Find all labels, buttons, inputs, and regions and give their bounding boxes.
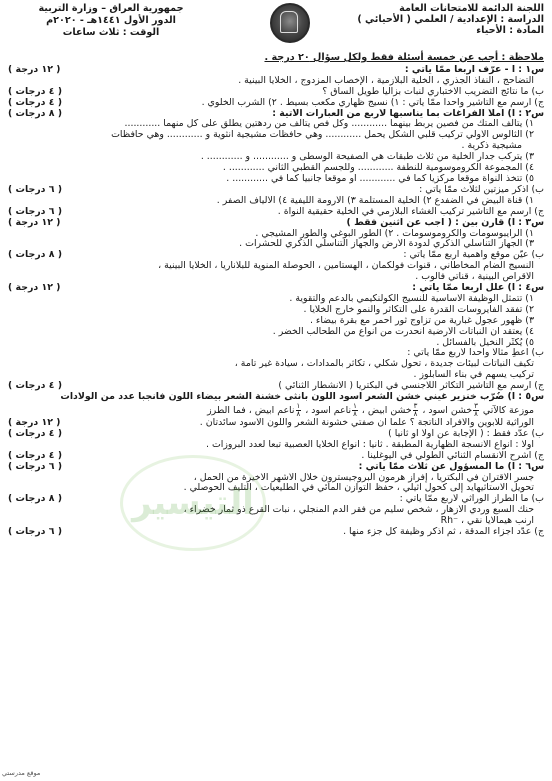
- marks-badge: ( ١٢ درجة ): [8, 418, 61, 428]
- marks-badge: ( ٤ درجات ): [8, 381, 63, 392]
- marks-badge: ( ٨ درجات ): [8, 108, 63, 119]
- question-text: ج) ارسم مع التأشير تركيب الغشاء البلازمي في الخلية حقيقية النواة .: [277, 206, 544, 217]
- question-line: [8, 440, 544, 451]
- question-line: [8, 462, 544, 473]
- question-line: [8, 87, 544, 98]
- question-text: ٢) تفقد الفايروسات القدرة على التكاثر والنمو خارج الخلايا .: [303, 304, 534, 315]
- question-text: مشيجية ذكرية .: [461, 141, 522, 152]
- question-line: [8, 429, 544, 440]
- question-line: [8, 338, 544, 349]
- marks-badge: ( ٨ درجات ): [8, 494, 63, 505]
- question-line: [8, 98, 544, 109]
- question-text: ١) يتألف المتك من فصين يربط بينهما ............ وكل فص يتألف من ردهتين يطلق على كل منهما ............: [124, 119, 534, 130]
- question-line: [8, 152, 544, 163]
- question-line: [8, 505, 544, 516]
- question-line: [8, 392, 544, 403]
- fraction-denominator: ٨: [413, 410, 418, 418]
- question-text: تكيف النباتات لبيئات جديدة ، تحول شكلي ، تكاثر بالمدادات ، سيادة غير تامة ،: [234, 359, 534, 370]
- question-line: [8, 141, 544, 152]
- question-line: [8, 218, 544, 229]
- question-text: تحويل الاستاثيهايد إلى كحول أثيلي ، حفظ التوازن المائي في الطليعيات ، التليف الحوصلي .: [183, 483, 534, 494]
- question-line: [8, 272, 544, 283]
- question-line: [8, 473, 544, 484]
- cross-ratio-1: خشن اسود: [428, 405, 473, 416]
- question-text: التضاحج ، النفاذ الجذري ، الخلية البلازمية ، الإخصاب المزدوج ، الخلايا البينية .: [238, 75, 534, 86]
- cross-ratio-3: ناعم اسود: [311, 405, 352, 416]
- fraction-denominator: ٨: [474, 410, 478, 418]
- fraction-numerator: ١: [353, 403, 357, 410]
- question-line: [8, 207, 544, 218]
- question-text: س٣ : أ) قارن بين : ( أجب عن اثنين فقط ): [346, 217, 544, 228]
- marks-badge: ( ٦ درجات ): [8, 461, 63, 472]
- cross-ratio-2: خشن ابيض: [367, 405, 412, 416]
- question-text: ب) ما نتائج التضريب الاختباري لنبات بزاليا طويل الساق ؟: [322, 86, 544, 97]
- question-line: [8, 283, 544, 294]
- question-line: [8, 239, 544, 250]
- question-text: ٤) يعتقد أن النباتات الأرضية انحدرت من أنواع من الطحالب الخضر .: [272, 326, 534, 337]
- fraction: [352, 403, 358, 418]
- marks-badge: ( ٤ درجات ): [8, 97, 63, 108]
- question-text: ج) ارسم مع التأشير التكاثر اللاجنسي في البكتريا ( الانشطار الثنائي ): [278, 381, 544, 392]
- instructions-note: ملاحظة : أجب عن خمسة أسئلة فقط ولكل سؤال ٢٠ درجة .: [264, 52, 544, 63]
- question-text: أولاً : أنواع الأنسجة الظهارية المطبقة . ثانياً : أنواع الخلايا العصبية تبعاً لعدد البروزات .: [205, 439, 534, 450]
- question-line: [8, 359, 544, 370]
- question-text: ١) الرايبوسومات والكروموسومات . ٢) الطور البوغي والطور المشيجي .: [255, 228, 534, 239]
- question-text: ١) تتمثل الوظيفة الأساسية للنسيج الكولنكيمي بالدعم والتقوية .: [289, 293, 534, 304]
- marks-badge: ( ١٢ درجة ): [8, 283, 61, 294]
- question-line: [8, 65, 544, 76]
- question-text: تركيب يسهم في بناء السابلوز .: [413, 370, 534, 381]
- question-text: ١) قناة البيض في الضفدع ٢) الخلية المستلمة ٣) الأرومة الليفية ٤) الألياف الصفر .: [216, 195, 534, 206]
- exam-header: [8, 3, 544, 53]
- question-line: [8, 130, 544, 141]
- ministry-seal-logo: [270, 3, 310, 43]
- marks-badge: ( ١٢ درجة ): [8, 217, 61, 228]
- question-text: ب) ما الطراز الوراثي لأربع ممّا يأتي :: [399, 494, 544, 505]
- cross-prefix: موزعة كالآتي: [479, 405, 534, 416]
- question-text: س٢ : أ) املأ الفراغات بما يناسبها لأربع من العبارات الآتية :: [272, 108, 544, 119]
- question-line: [8, 174, 544, 185]
- header-right-block: [299, 3, 544, 37]
- question-line: [8, 76, 544, 87]
- question-text: ٥) تتخذ النواة موقعاً مركزياً كما في ............ أو موقعاً جانبياً كما في ............ .: [226, 173, 534, 184]
- question-line: [8, 229, 544, 240]
- marks-badge: ( ٦ درجات ): [8, 206, 63, 217]
- question-text: ٣) ظهور عجول غبارية من تزاوج ثور أحمر مع بقرة بيضاء .: [309, 315, 534, 326]
- question-text: ب) عدّد فقط : ( الإجابة عن أولاً أو ثانياً ): [388, 428, 544, 439]
- exam-time: الوقت : ثلاث ساعات: [62, 27, 160, 38]
- marks-badge: ( ٤ درجات ): [8, 428, 63, 439]
- question-line: [8, 516, 544, 527]
- marks-badge: ( ٤ درجات ): [8, 86, 63, 97]
- question-text: ٣) الجهاز التناسلي الذكري لدودة الأرض والجهاز التناسلي الذكري للحشرات .: [239, 239, 534, 250]
- question-line: [8, 370, 544, 381]
- fraction: [413, 403, 419, 418]
- fraction-denominator: ٨: [296, 410, 301, 418]
- question-text: ٣) يتركب جدار الخلية من ثلاث طبقات هي الصفيحة الوسطى و ............ و ............ .: [200, 152, 534, 163]
- marks-badge: ( ٦ درجات ): [8, 527, 63, 538]
- question-text: ب) اذكر ميزتين لثلاث ممّا يأتي :: [419, 184, 544, 195]
- question-text: الأقراص البينية ، قناتي فالوب .: [415, 272, 534, 283]
- question-line: [8, 418, 544, 429]
- question-line: [8, 119, 544, 130]
- question-text: ب) عيّن موقع وأهمية أربع ممّا يأتي :: [403, 250, 544, 261]
- fraction: [473, 403, 479, 418]
- question-text: الوراثية للأبوين والأفراد الناتجة ؟ علماً أن صفتي خشونة الشعر واللون الأسود سائدتان .: [199, 418, 534, 428]
- question-text: أرنب هيمالايا نقي ، ⁻Rh: [440, 516, 534, 527]
- question-line: [8, 196, 544, 207]
- marks-badge: ( ١٢ درجة ): [8, 64, 61, 75]
- question-line: [8, 381, 544, 392]
- question-text: حنك السبع وردي الأزهار ، شخص سليم من فقر الدم المنجلي ، نبات القرع ذو ثمار خضراء ،: [183, 505, 534, 516]
- questions-body: [8, 65, 544, 538]
- study-branch: الدراسة : الإعدادية / العلمي ( الأحيائي ): [357, 14, 544, 26]
- question-text: س٥ : أ) ضُرّب خنزير غيني خشن الشعر أسود اللون بأنثى خشنة الشعر بيضاء اللون فأنجبا عدد من الولادات: [60, 392, 544, 403]
- question-line: [8, 451, 544, 462]
- footer-site-mark: موقع مدرستي: [2, 769, 41, 778]
- question-line: [8, 294, 544, 305]
- fraction-denominator: ٨: [353, 410, 357, 418]
- question-text: ٢) الثالوس الأولي تركيب قلبي الشكل يحمل ............ وهي حافظات مشيجية أنثوية و ............ وهي حافظات: [111, 130, 534, 141]
- fraction: [296, 403, 302, 418]
- question-text: س٦ : أ) ما المسؤول عن ثلاث ممّا يأتي :: [358, 461, 544, 472]
- question-line: [8, 185, 544, 196]
- question-line: [8, 163, 544, 174]
- country-ministry: جمهورية العراق – وزارة التربية: [38, 3, 184, 14]
- question-line: [8, 305, 544, 316]
- header-left-block: [16, 3, 206, 39]
- question-line: [8, 483, 544, 494]
- question-text: ج) ارسم مع التأشير واحداً ممّا يأتي : ١) نسيج ظهاري مكعب بسيط . ٢) الشرب الخلوي .: [201, 97, 544, 108]
- question-text: ٥) يُكثّر النخيل بالفسائل .: [436, 337, 534, 348]
- question-line: [8, 261, 544, 272]
- question-text: ج) عدّد أجزاء المدقة ، ثم اذكر وظيفة كل جزء منها .: [343, 527, 544, 538]
- question-line: موزعة كالآتي $\frac{٣}{٨}$ خشن اسود ، $\frac{٣}{٨}$ خشن ابيض ، $\frac{١}{٨}$ ناعم اسود ، $\frac{١}{٨}$ ناعم ابيض ، فما الطرز: [207, 403, 534, 418]
- fraction-numerator: ٣: [474, 403, 478, 410]
- marks-badge: ( ٦ درجات ): [8, 184, 63, 195]
- question-text: النسيج الضام المخاطاني ، قنوات فولكمان ، الهستامين ، الحوصلة المنوية للبلاناريا ، الخلايا البينية ،: [158, 261, 534, 272]
- question-text: س١ : أ - عرّف أربعاً ممّا يأتي :: [404, 64, 544, 75]
- question-line: [8, 327, 544, 338]
- subject-name: المادة : الأحياء: [476, 25, 544, 37]
- question-line: [8, 109, 544, 120]
- question-text: س٤ : أ) علّل أربعاً ممّا يأتي :: [412, 283, 544, 294]
- question-line: [8, 494, 544, 505]
- question-line: [8, 250, 544, 261]
- marks-badge: ( ٤ درجات ): [8, 450, 63, 461]
- question-text: جسر الاقتران في البكتريا ، إفراز هرمون البروجيسترون خلال الأشهر الأخيرة من الحمل ،: [193, 472, 534, 483]
- cross-suffix: ، فما الطرز: [207, 405, 255, 416]
- fraction-numerator: ٣: [413, 403, 418, 410]
- exam-round: الدور الأول ١٤٤١هـ - ٢٠٢٠م: [46, 15, 176, 26]
- committee-title: اللجنة الدائمة للامتحانات العامة: [399, 3, 544, 14]
- cross-ratio-4: ناعم ابيض: [254, 405, 295, 416]
- question-text: ٤) المجموعة الكروموسومية للنطفة ............ وللجسم القطبي الثاني ............ .: [222, 163, 534, 174]
- marks-badge: ( ٨ درجات ): [8, 250, 63, 261]
- question-line: [8, 527, 544, 538]
- question-line: [8, 348, 544, 359]
- watermark-logo: التيسير: [120, 455, 266, 551]
- question-text: ج) اشرح الانقسام الثنائي الطولي في اليوغلينا .: [361, 450, 544, 461]
- question-text: ب) أعطِ مثالاً واحداً لأربع ممّا يأتي :: [407, 348, 544, 359]
- question-line: [8, 316, 544, 327]
- fraction-numerator: ١: [296, 403, 301, 410]
